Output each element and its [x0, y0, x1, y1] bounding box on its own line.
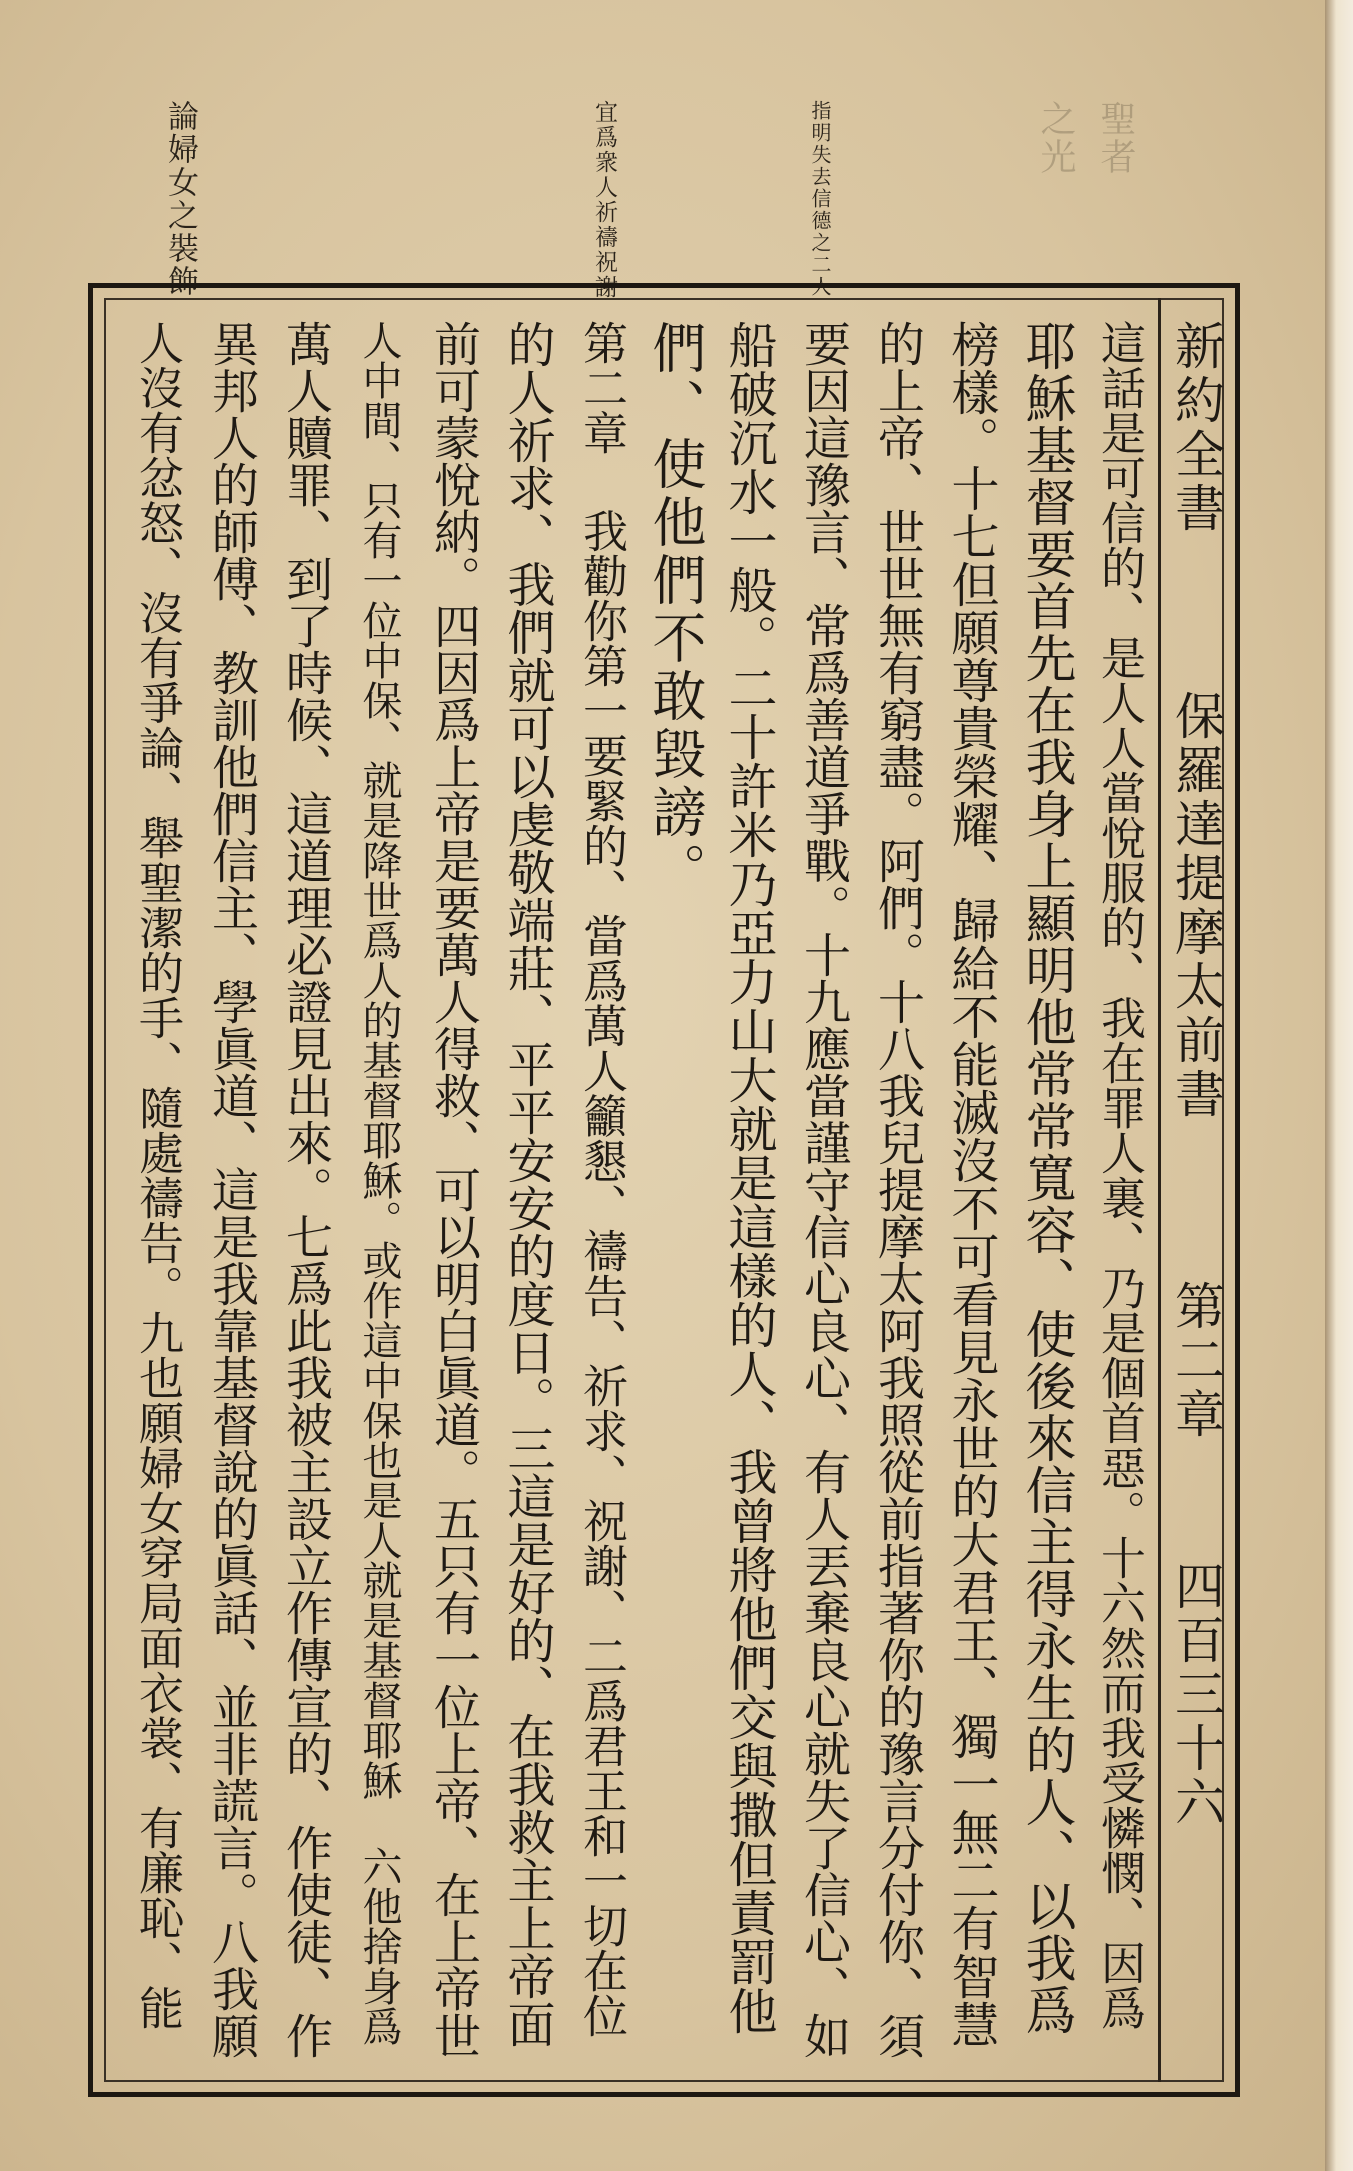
page-edge — [1325, 0, 1353, 2171]
text-column: 這話是可信的、是人人當悅服的、我在罪人裏、乃是個首惡。十六然而我受憐憫、因爲 — [1093, 320, 1146, 2030]
epistle-title: 保羅達提摩太前書 — [1167, 690, 1225, 1122]
text-column: 船破沉水一般。二十許米乃亞力山大就是這樣的人、我曾將他們交與撒但責罰他 — [721, 320, 778, 2035]
ghost-note: 聖者 — [1095, 100, 1136, 176]
header-divider — [1158, 298, 1161, 2082]
chapter-start-column: 第二章 我勸你第一要緊的、當爲萬人籲懇、禱告、祈求、祝謝、二爲君王和一切在位 — [575, 320, 628, 2038]
ghost-note: 之光 — [1035, 100, 1076, 176]
margin-note-faith: 指明失去信德之二人 — [808, 100, 832, 298]
page-number: 四百三十六 — [1167, 1560, 1225, 1830]
book-title: 新約全書 — [1167, 320, 1225, 536]
margin-note-prayer: 宜爲衆人祈禱祝謝 — [591, 100, 617, 300]
text-column: 耶穌基督要首先在我身上顯明他常常寬容、使後來信主得永生的人、以我爲 — [1016, 320, 1075, 2036]
text-column: 榜樣。十七但願尊貴榮耀、歸給不能滅沒不可看見永世的大君王、獨一無二有智慧 — [943, 320, 999, 2048]
text-column: 們、使他們不敢毀謗。 — [644, 320, 707, 900]
text-column: 人沒有忿怒、沒有爭論、舉聖潔的手、隨處禱告。九也願婦女穿局面衣裳、有廉恥、能 — [131, 320, 184, 2030]
text-column: 人中間、只有一位中保、就是降世爲人的基督耶穌。或作這中保也是人就是基督耶穌 六他捨身爲 — [356, 320, 402, 2046]
text-column: 前可蒙悅納。四因爲上帝是要萬人得救、可以明白眞道。五只有一位上帝、在上帝世 — [426, 320, 481, 2059]
text-column: 異邦人的師傅、教訓他們信主、學眞道、這是我靠基督說的眞話、並非謊言。八我願 — [204, 320, 259, 2059]
chapter-label: 第二章 — [1167, 1280, 1225, 1442]
text-column: 的上帝、世世無有窮盡。阿們。十八我兒提摩太阿我照從前指著你的豫言分付你、須 — [870, 320, 925, 2059]
text-column: 的人祈求、我們就可以虔敬端莊、平平安安的度日。三這是好的、在我救主上帝面 — [499, 320, 555, 2048]
text-column: 萬人贖罪、到了時候、這道理必證見出來。七爲此我被主設立作傳宣的、作使徒、作 — [278, 320, 333, 2059]
margin-note-women: 論婦女之裝飾 — [162, 100, 198, 298]
text-column: 要因這豫言、常爲善道爭戰。十九應當謹守信心良心、有人丟棄良心就失了信心、如 — [796, 320, 851, 2059]
running-header — [1165, 320, 1235, 2080]
